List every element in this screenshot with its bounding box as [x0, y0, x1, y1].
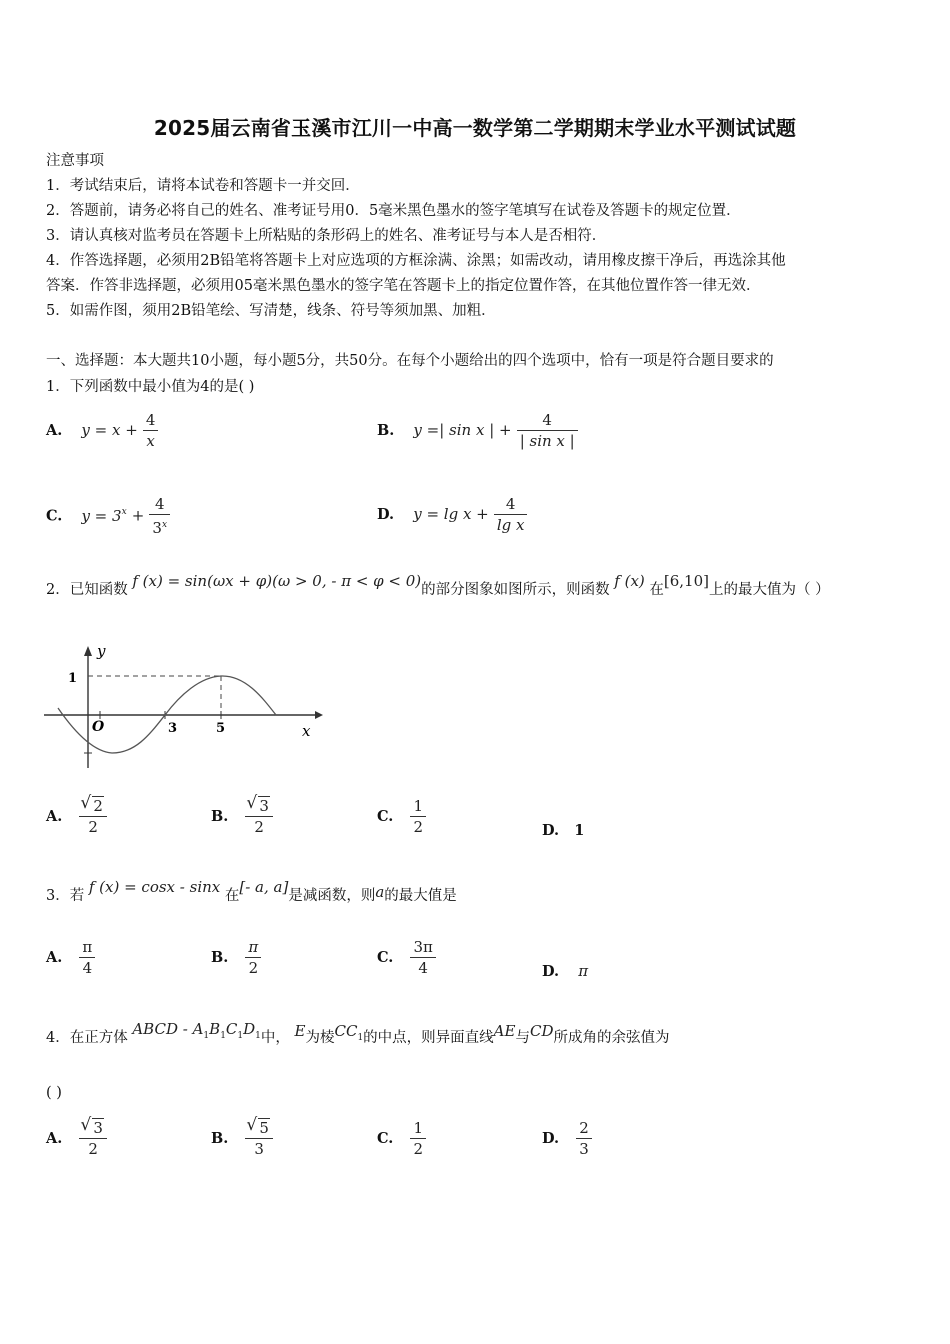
q2-tail: 上的最大值为（ ） — [708, 582, 830, 598]
q3-b-den: 2 — [245, 957, 261, 978]
q1-c-label: C. — [46, 507, 63, 525]
q3-stem — [46, 878, 457, 905]
q3-option-d — [542, 961, 588, 980]
q1-c-lhs: y = 3 — [81, 506, 122, 525]
q1-option-a — [46, 410, 158, 451]
q3-mid: 是减函数，则 — [288, 888, 376, 904]
q2-y-label: y — [97, 642, 106, 660]
q4-cube-b: B — [209, 1020, 221, 1038]
section-heading: 一、选择题：本大题共10小题，每小题5分，共50分。在每个小题给出的四个选项中，恰有一项是符合题目要求的 — [46, 353, 774, 369]
notice-item-5: 5．如需作图，须用2B铅笔绘、写清楚，线条、符号等须加黑、加粗． — [46, 303, 496, 319]
q2-graph — [40, 640, 330, 775]
q4-option-b — [211, 1118, 273, 1159]
q4-CC-text: CC — [334, 1022, 358, 1040]
q1-stem: 1．下列函数中最小值为4的是( ) — [46, 379, 255, 395]
q4-a-label: A. — [46, 1130, 63, 1147]
q2-one-label: 1 — [68, 671, 78, 686]
q3-a-den: 4 — [79, 957, 95, 978]
q2-option-c — [377, 796, 426, 837]
q4-num: 4．在正方体 — [46, 1030, 128, 1046]
q4-c-den: 2 — [410, 1138, 426, 1159]
q2-mid: 的部分图象如图所示，则函数 — [421, 582, 610, 598]
q4-mid4: 与 — [515, 1030, 530, 1046]
q4-b-fraction — [245, 1118, 273, 1159]
q2-b-den: 2 — [245, 816, 273, 837]
q4-d-label: D. — [542, 1130, 560, 1147]
q1-b-den: | sin x | — [517, 430, 578, 451]
q3-func: f (x) = cosx - sinx — [88, 878, 221, 896]
q1-c-den — [149, 514, 170, 538]
notice-item-4: 4．作答选择题，必须用2B铅笔将答题卡上对应选项的方框涂满、涂黑；如需改动，请用橡皮擦干净后，再选涂其他 — [46, 253, 786, 269]
q4-CD: CD — [529, 1022, 554, 1040]
q4-AE: AE — [493, 1022, 516, 1040]
q4-b-rad: 5 — [259, 1119, 269, 1137]
q4-stem — [46, 1020, 670, 1049]
q3-option-c — [377, 937, 436, 978]
q2-c-label: C. — [377, 808, 394, 825]
q3-d-value: π — [578, 962, 589, 980]
q1-a-label: A. — [46, 422, 63, 439]
q2-option-d — [542, 820, 584, 839]
q2-func: f (x) = sin(ωx + φ)(ω > 0, - π < φ < 0) — [132, 572, 422, 590]
notice-item-2: 2．答题前，请务必将自己的姓名、准考证号用0．5毫米黑色墨水的签字笔填写在试卷及答题卡的规定位置． — [46, 203, 741, 219]
q2-c-num: 1 — [413, 797, 423, 815]
q4-sub-a: 1 — [203, 1031, 210, 1041]
q4-mid3: 的中点，则异面直线 — [363, 1030, 494, 1046]
q4-CC-sub: 1 — [357, 1033, 364, 1043]
q4-cube-c: C — [225, 1020, 238, 1038]
q3-c-num: 3π — [413, 938, 433, 956]
q4-d-fraction — [576, 1118, 592, 1159]
q4-cube-a: ABCD - A — [132, 1020, 204, 1038]
q1-d-label: D. — [377, 506, 395, 523]
q4-option-a — [46, 1118, 107, 1159]
q3-in: 在 — [224, 888, 240, 904]
q4-CC — [334, 1022, 364, 1043]
q4-option-d — [542, 1118, 592, 1159]
notice-item-1: 1．考试结束后，请将本试卷和答题卡一并交回． — [46, 178, 360, 194]
q3-a: a — [375, 883, 385, 901]
q1-option-b — [377, 410, 578, 451]
q2-x-arrow — [315, 711, 323, 719]
q1-a-fraction — [143, 410, 159, 451]
q3-option-b — [211, 937, 261, 978]
q1-c-fraction — [149, 494, 170, 538]
q3-option-a — [46, 937, 95, 978]
q3-b-fraction — [245, 937, 261, 978]
q1-option-d — [377, 494, 527, 535]
q3-b-num: π — [248, 938, 259, 956]
q1-c-den-sup: x — [161, 520, 168, 530]
q2-c-fraction — [410, 796, 426, 837]
q3-a-label: A. — [46, 949, 63, 966]
q1-b-label: B. — [377, 422, 395, 439]
q2-num: 2．已知函数 — [46, 582, 128, 598]
q1-option-c — [46, 494, 170, 538]
q4-mid1: 中， — [260, 1030, 290, 1046]
q4-option-c — [377, 1118, 426, 1159]
q3-c-den: 4 — [410, 957, 435, 978]
q3-tail: 的最大值是 — [384, 888, 457, 904]
q4-c-fraction — [410, 1118, 426, 1159]
q4-d-den: 3 — [576, 1138, 592, 1159]
q2-b-fraction — [245, 796, 273, 837]
q3-a-num: π — [82, 938, 93, 956]
q2-a-sqrt — [82, 796, 104, 816]
q3-d-label: D. — [542, 963, 560, 980]
q4-mid2: 为棱 — [305, 1030, 335, 1046]
q3-a-fraction — [79, 937, 95, 978]
q4-a-den: 2 — [79, 1138, 107, 1159]
q4-sub-d: 1 — [255, 1031, 261, 1041]
q1-d-fraction — [494, 494, 528, 535]
paper-title: 2025届云南省玉溪市江川一中高一数学第二学期期末学业水平测试试题 — [153, 116, 797, 140]
q2-option-b — [211, 796, 273, 837]
q4-paren: ( ) — [46, 1085, 62, 1101]
q4-b-label: B. — [211, 1130, 229, 1147]
q3-c-fraction — [410, 937, 435, 978]
q4-cube — [132, 1020, 261, 1041]
q4-a-sqrt — [82, 1118, 104, 1138]
q1-b-fraction — [517, 410, 578, 451]
q2-option-a — [46, 796, 107, 837]
q4-a-fraction — [79, 1118, 107, 1159]
q4-b-den: 3 — [245, 1138, 273, 1159]
q2-three-label: 3 — [168, 721, 178, 736]
q2-x-label: x — [302, 722, 311, 740]
q2-a-rad: 2 — [93, 797, 103, 815]
q2-stem — [46, 572, 830, 599]
q4-a-rad: 3 — [93, 1119, 103, 1137]
notice-heading: 注意事项 — [46, 153, 104, 169]
q4-cube-d: D — [243, 1020, 256, 1038]
q4-b-sqrt — [248, 1118, 270, 1138]
q4-c-label: C. — [377, 1130, 394, 1147]
q4-E: E — [294, 1022, 306, 1040]
q3-interval: [- a, a] — [239, 878, 289, 896]
q2-b-rad: 3 — [259, 797, 269, 815]
q2-b-label: B. — [211, 808, 229, 825]
q2-d-label: D. — [542, 822, 560, 839]
q1-c-den-base: 3 — [152, 519, 162, 537]
q2-y-arrow — [84, 646, 92, 656]
q2-fx: f (x) — [614, 572, 645, 590]
q1-a-lhs: y = x + — [81, 421, 138, 439]
q2-a-fraction — [79, 796, 107, 837]
q3-b-label: B. — [211, 949, 229, 966]
q4-sub-c: 1 — [237, 1031, 244, 1041]
q1-c-num: 4 — [154, 495, 165, 513]
q2-in: 在 — [649, 582, 664, 598]
q1-c-plus: + — [131, 506, 145, 525]
q1-a-den: x — [143, 430, 159, 451]
q3-c-label: C. — [377, 949, 394, 966]
q4-c-num: 1 — [413, 1119, 423, 1137]
q1-b-lhs: y =| sin x | + — [413, 421, 512, 439]
q2-a-den: 2 — [79, 816, 107, 837]
notice-item-4-cont: 答案．作答非选择题，必须用05毫米黑色墨水的签字笔在答题卡上的指定位置作答，在其他位置作答一律无效． — [46, 278, 761, 294]
q3-num: 3．若 — [46, 888, 85, 904]
q2-a-label: A. — [46, 808, 63, 825]
q4-tail: 所成角的余弦值为 — [553, 1030, 670, 1046]
q2-b-sqrt — [248, 796, 270, 816]
notice-item-3: 3．请认真核对监考员在答题卡上所粘贴的条形码上的姓名、准考证号与本人是否相符． — [46, 228, 607, 244]
q1-c-sup: x — [121, 507, 127, 518]
q1-a-num: 4 — [145, 411, 156, 429]
q1-d-den: lg x — [494, 514, 528, 535]
q2-five-label: 5 — [216, 721, 226, 736]
q1-b-num: 4 — [542, 411, 552, 429]
q2-d-value: 1 — [574, 822, 585, 839]
q2-interval: [6,10] — [663, 572, 709, 590]
q1-d-num: 4 — [505, 495, 516, 513]
q1-d-lhs: y = lg x + — [413, 505, 489, 523]
q4-sub-b: 1 — [220, 1031, 226, 1041]
q4-d-num: 2 — [579, 1119, 589, 1137]
q2-origin-label: O — [92, 719, 105, 735]
q2-c-den: 2 — [410, 816, 426, 837]
